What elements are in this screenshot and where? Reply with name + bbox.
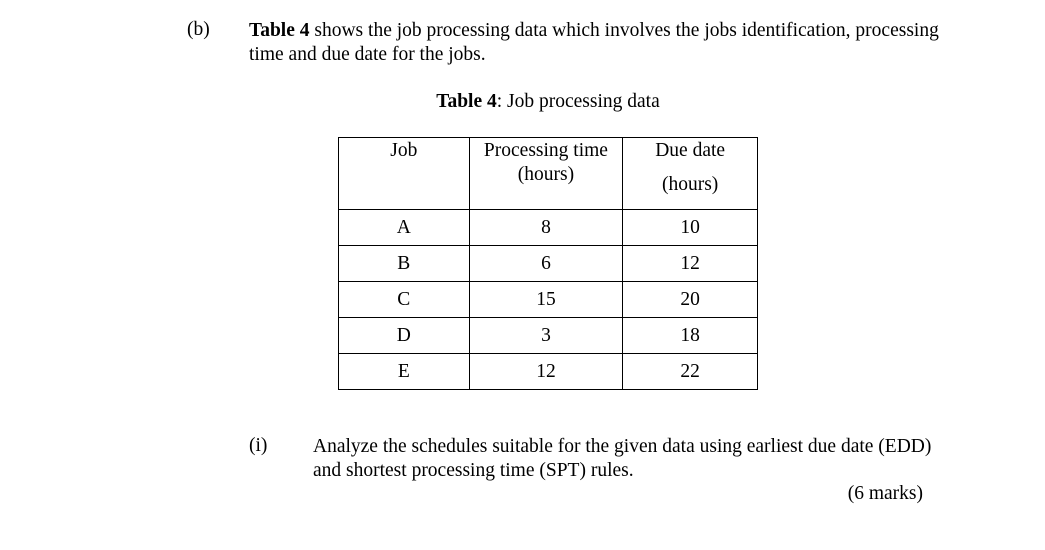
cell-due-date: 20: [623, 282, 758, 318]
cell-due-date: 10: [623, 210, 758, 246]
cell-job: D: [339, 318, 470, 354]
header-due-date: [623, 138, 758, 210]
table-row: [339, 318, 758, 354]
header-due-date-line1: Due date: [655, 140, 726, 161]
table-caption-label: Table 4: [436, 91, 497, 112]
cell-due-date: 18: [623, 318, 758, 354]
cell-processing-time: 6: [469, 246, 623, 282]
header-processing-time: [469, 138, 623, 210]
table-row: [339, 210, 758, 246]
cell-job: A: [339, 210, 470, 246]
cell-processing-time: 3: [469, 318, 623, 354]
cell-job: C: [339, 282, 470, 318]
table-row: [339, 282, 758, 318]
cell-processing-time: 15: [469, 282, 623, 318]
part-i-label: (i): [249, 435, 268, 456]
table-row: [339, 246, 758, 282]
cell-due-date: 22: [623, 354, 758, 390]
part-b-text: shows the job processing data which involves the jobs identification, processing time and due date for the jobs.: [249, 20, 939, 65]
cell-job: E: [339, 354, 470, 390]
table-row: [339, 354, 758, 390]
marks-allocation: (6 marks): [847, 483, 923, 504]
table-caption: [338, 91, 758, 113]
table-caption-text: : Job processing data: [496, 91, 660, 112]
table-header-row: [339, 138, 758, 210]
header-due-date-line2: (hours): [661, 174, 719, 195]
header-job: Job: [339, 138, 470, 210]
part-b-paragraph: [249, 19, 939, 67]
header-processing-time-line2: (hours): [517, 164, 575, 185]
cell-processing-time: 12: [469, 354, 623, 390]
job-processing-table: [338, 137, 758, 390]
cell-job: B: [339, 246, 470, 282]
cell-due-date: 12: [623, 246, 758, 282]
part-b-label: (b): [187, 19, 210, 40]
cell-processing-time: 8: [469, 210, 623, 246]
part-i-question: Analyze the schedules suitable for the given data using earliest due date (EDD) and shortest processing time (SPT) rules.: [313, 436, 932, 481]
table-reference: Table 4: [249, 20, 310, 41]
header-processing-time-line1: Processing time: [483, 140, 608, 161]
